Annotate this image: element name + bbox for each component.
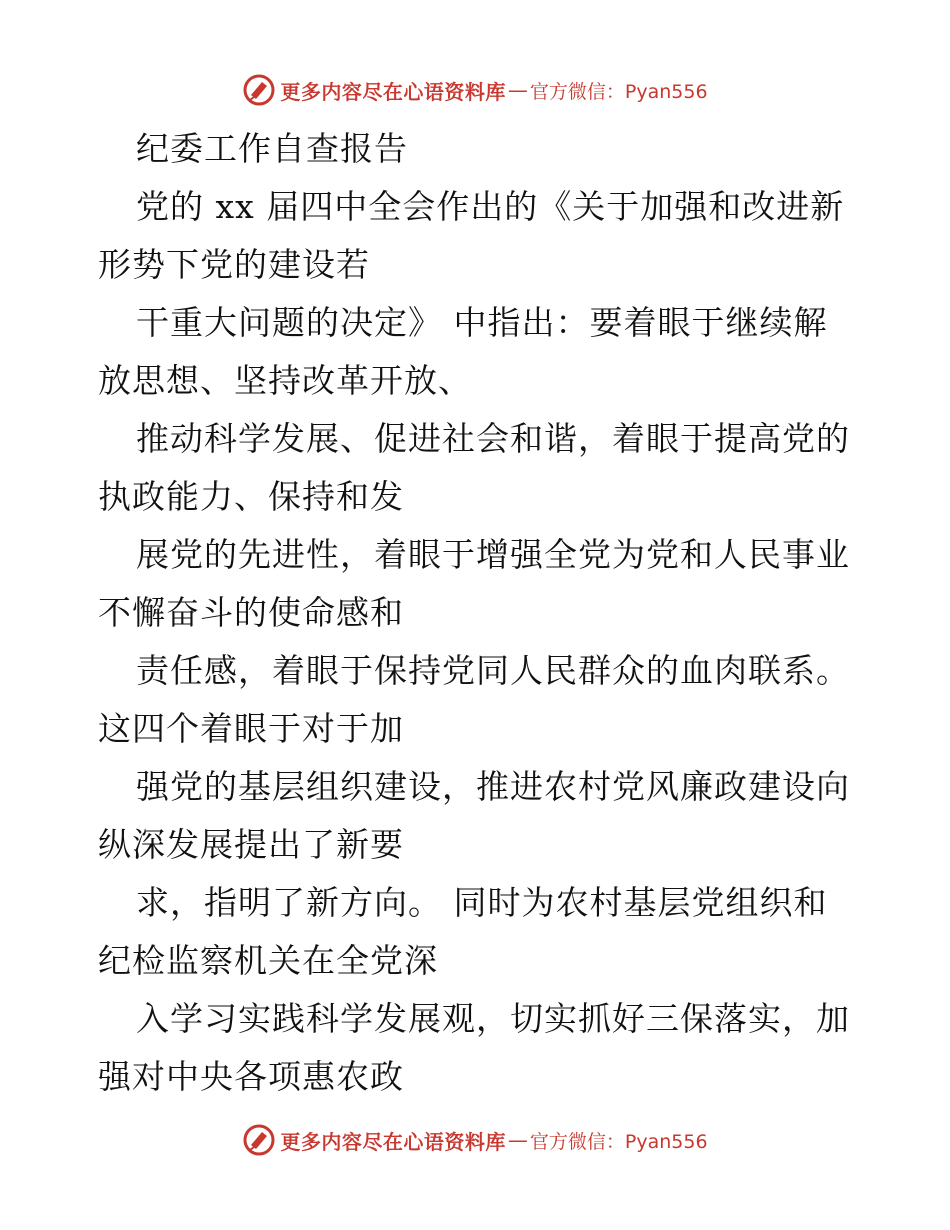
text-line: 强党的基层组织建设，推进农村党风廉政建设向 — [136, 767, 850, 806]
text-line: 放思想、坚持改革开放、 — [98, 361, 472, 400]
text-line: 强对中央各项惠农政 — [98, 1057, 404, 1096]
text-line: 推动科学发展、促进社会和谐，着眼于提高党的 — [136, 419, 850, 458]
banner-wechat-text: 官方微信：Pyan556 — [529, 1130, 708, 1153]
text-line: 纪检监察机关在全党深 — [98, 941, 438, 980]
brand-logo-icon — [242, 1123, 276, 1157]
brand-logo-icon — [242, 73, 276, 107]
text-line: 入学习实践科学发展观，切实抓好三保落实，加 — [136, 999, 850, 1038]
text-line: 这四个着眼于对于加 — [98, 709, 404, 748]
text-line: 纵深发展提出了新要 — [98, 825, 404, 864]
document-title: 纪委工作自查报告 — [136, 129, 408, 168]
text-line: 形势下党的建设若 — [98, 245, 370, 284]
banner-separator: — — [507, 1128, 528, 1152]
header-banner — [0, 70, 950, 110]
text-line: 不懈奋斗的使命感和 — [98, 593, 404, 632]
banner-wechat-text: 官方微信：Pyan556 — [529, 80, 708, 103]
text-line: 党的 xx 届四中全会作出的《关于加强和改进新 — [136, 187, 845, 226]
banner-separator: — — [507, 78, 528, 102]
text-line: 执政能力、保持和发 — [98, 477, 404, 516]
document-body — [98, 120, 858, 1106]
banner-main-text: 更多内容尽在心语资料库 — [280, 1129, 506, 1154]
footer-banner — [0, 1120, 950, 1160]
banner-main-text: 更多内容尽在心语资料库 — [280, 79, 506, 104]
text-line: 展党的先进性，着眼于增强全党为党和人民事业 — [136, 535, 850, 574]
text-line: 责任感，着眼于保持党同人民群众的血肉联系。 — [136, 651, 850, 690]
text-line: 求，指明了新方向。 同时为农村基层党组织和 — [136, 883, 828, 922]
text-line: 干重大问题的决定》 中指出：要着眼于继续解 — [136, 303, 828, 342]
